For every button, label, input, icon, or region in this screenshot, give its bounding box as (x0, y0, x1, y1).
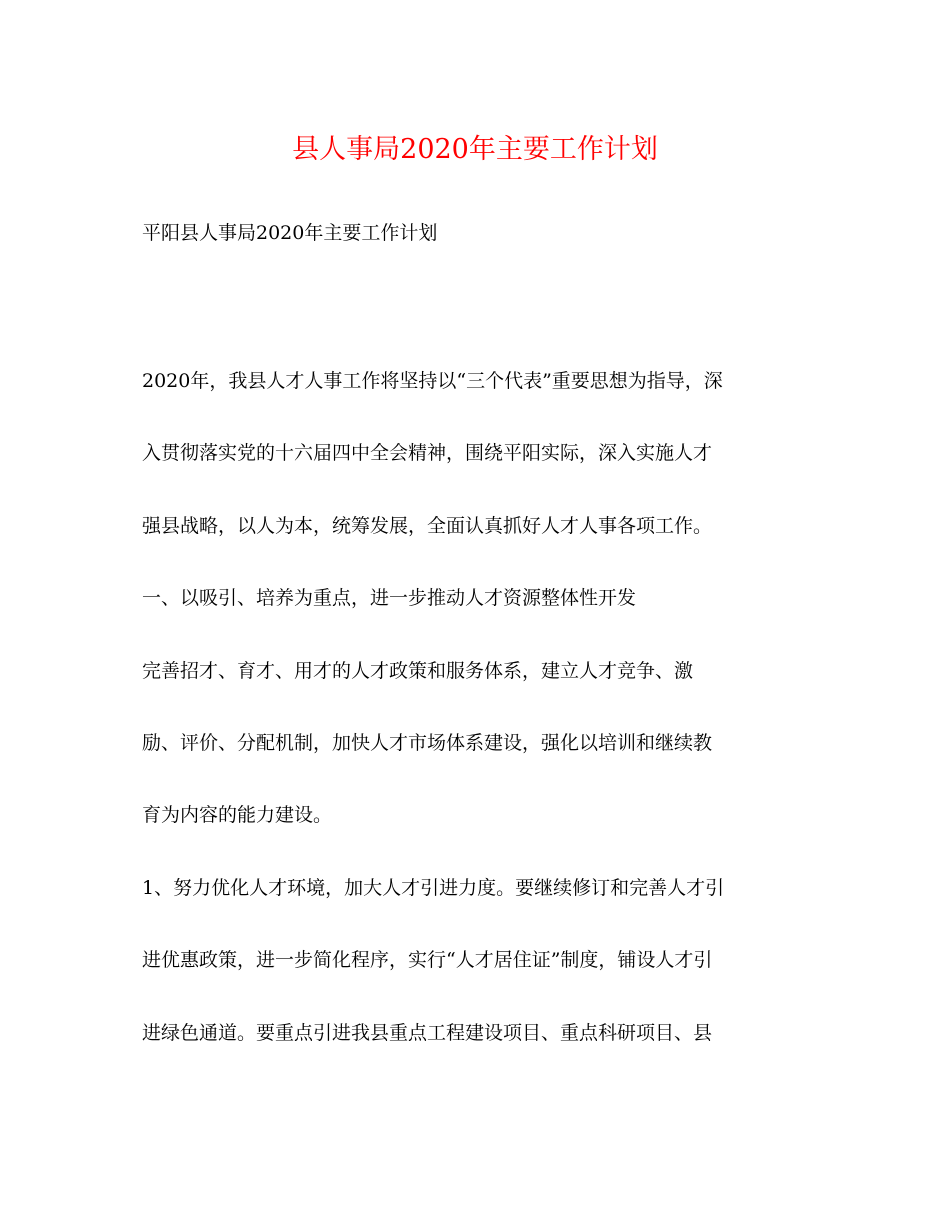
document-body (142, 363, 822, 1087)
body-line-9: 进优惠政策，进一步简化程序，实行“人才居住证”制度，铺设人才引 (142, 949, 713, 972)
document-title: 县人事局2020年主要工作计划 (292, 134, 658, 165)
body-line-10: 进绿色通道。要重点引进我县重点工程建设项目、重点科研项目、县 (142, 1021, 713, 1044)
body-line-5: 完善招才、育才、用才的人才政策和服务体系，建立人才竞争、激 (142, 659, 694, 682)
body-line-3: 强县战略，以人为本，统筹发展，全面认真抓好人才人事各项工作。 (142, 514, 713, 537)
body-line-8: 1、努力优化人才环境，加大人才引进力度。要继续修订和完善人才引 (142, 876, 725, 899)
body-line-7: 育为内容的能力建设。 (142, 804, 333, 827)
section-heading-1: 一、以吸引、培养为重点，进一步推动人才资源整体性开发 (142, 587, 637, 610)
body-line-2: 入贯彻落实党的十六届四中全会精神，围绕平阳实际，深入实施人才 (142, 442, 713, 465)
body-line-1: 2020年，我县人才人事工作将坚持以“三个代表”重要思想为指导，深 (142, 370, 723, 392)
document-subtitle: 平阳县人事局2020年主要工作计划 (142, 222, 438, 244)
body-line-6: 励、评价、分配机制，加快人才市场体系建设，强化以培训和继续教 (142, 731, 713, 754)
